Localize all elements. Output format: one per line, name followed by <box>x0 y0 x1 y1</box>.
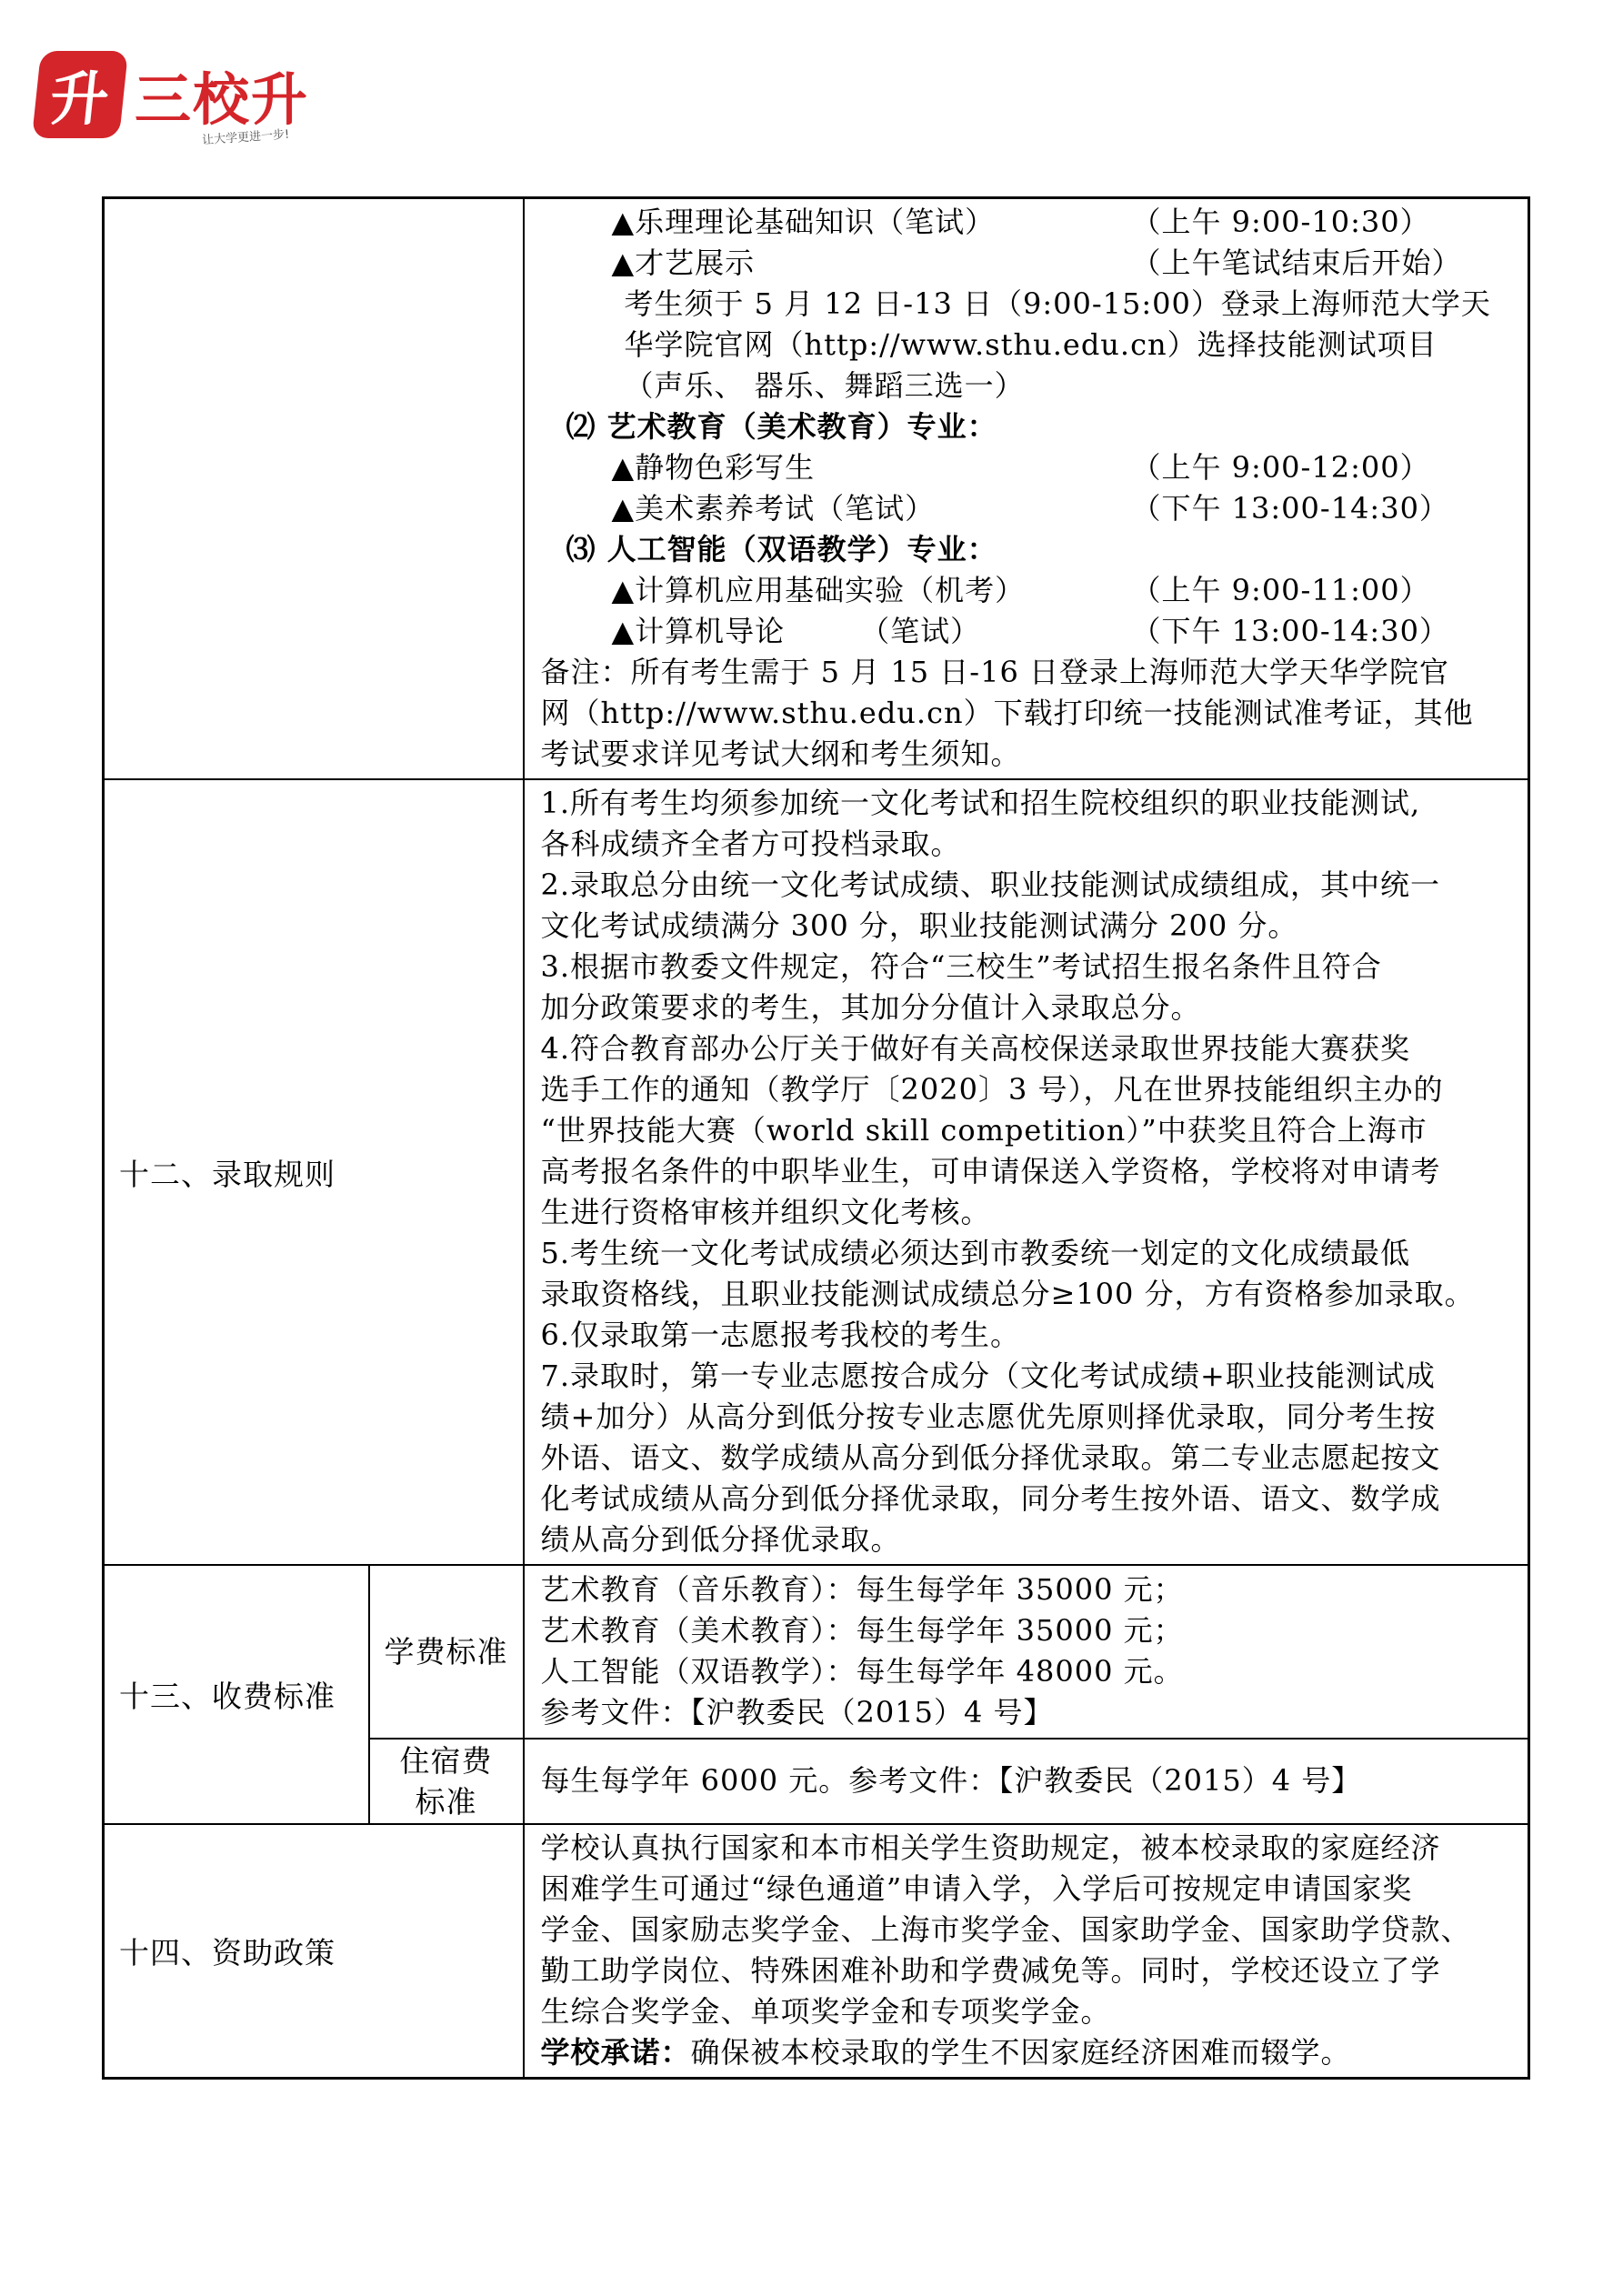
rule-line: 7.录取时，第一专业志愿按合成分（文化考试成绩+职业技能测试成 <box>540 1359 1436 1393</box>
admission-rules-content <box>524 779 1529 1565</box>
note-line: 华学院官网（http://www.sthu.edu.cn）选择技能测试项目 <box>624 327 1438 362</box>
tuition-line: 艺术教育（美术教育）：每生每学年 35000 元； <box>540 1613 1184 1648</box>
exam-item: ▲美术素养考试（笔试） （下午 13:00-14:30） <box>611 491 1449 526</box>
promise-text: 确保被本校录取的学生不因家庭经济困难而辍学。 <box>690 2035 1351 2070</box>
row-fees-tuition <box>104 1565 1529 1739</box>
aid-line: 勤工助学岗位、特殊困难补助和学费减免等。同时，学校还设立了学 <box>540 1953 1441 1988</box>
row-header-empty <box>104 198 524 780</box>
aid-line: 学校认真执行国家和本市相关学生资助规定，被本校录取的家庭经济 <box>540 1830 1441 1865</box>
exam-item: ▲静物色彩写生 （上午 9:00-12:00） <box>611 450 1430 485</box>
rule-line: 高考报名条件的中职毕业生，可申请保送入学资格，学校将对申请考 <box>540 1154 1441 1188</box>
exam-item: ▲计算机应用基础实验（机考） （上午 9:00-11:00） <box>611 573 1430 607</box>
row-admission-rules <box>104 779 1529 1565</box>
remark-line: 备注：所有考生需于 5 月 15 日-16 日登录上海师范大学天华学院官 <box>540 655 1449 689</box>
aid-line: 生综合奖学金、单项奖学金和专项奖学金。 <box>540 1994 1111 2029</box>
ai-heading: ⑶ 人工智能（双语教学）专业： <box>566 532 997 566</box>
lodging-content <box>524 1739 1529 1824</box>
rule-line: 2.录取总分由统一文化考试成绩、职业技能测试成绩组成，其中统一 <box>540 867 1441 902</box>
exam-item: ▲才艺展示 （上午笔试结束后开始） <box>611 246 1462 280</box>
fine-art-heading: ⑵ 艺术教育（美术教育）专业： <box>566 409 997 444</box>
logo-mark-icon: 升 <box>32 51 128 138</box>
rule-line: 5.考生统一文化考试成绩必须达到市教委统一划定的文化成绩最低 <box>540 1236 1411 1270</box>
section-title-aid: 十四、资助政策 <box>104 1824 524 2079</box>
rule-line: “世界技能大赛（world skill competition）”中获奖且符合上海市 <box>540 1113 1428 1148</box>
rule-line: 生进行资格审核并组织文化考核。 <box>540 1195 991 1229</box>
rule-line: 加分政策要求的考生，其加分分值计入录取总分。 <box>540 990 1201 1025</box>
rule-line: 3.根据市教委文件规定，符合“三校生”考试招生报名条件且符合 <box>540 949 1382 984</box>
logo <box>36 47 336 156</box>
lodging-label-line: 住宿费 <box>399 1743 493 1779</box>
aid-line: 困难学生可通过“绿色通道”申请入学，入学后可按规定申请国家奖 <box>540 1871 1413 1906</box>
aid-content <box>524 1824 1529 2079</box>
skill-test-content <box>524 198 1529 780</box>
section-title-admission: 十二、录取规则 <box>104 779 524 1565</box>
tuition-line: 艺术教育（音乐教育）：每生每学年 35000 元； <box>540 1572 1184 1607</box>
rule-line: 4.符合教育部办公厅关于做好有关高校保送录取世界技能大赛获奖 <box>540 1031 1411 1066</box>
note-line: （声乐、 器乐、舞蹈三选一） <box>624 368 1025 403</box>
logo-text: 三校升 <box>135 66 310 133</box>
lodging-label <box>369 1739 524 1824</box>
lodging-label-line: 标准 <box>415 1784 477 1820</box>
rule-line: 选手工作的通知（教学厅〔2020〕3 号），凡在世界技能组织主办的 <box>540 1072 1444 1107</box>
aid-promise <box>541 2032 1516 2073</box>
tuition-line: 参考文件：【沪教委民（2015）4 号】 <box>540 1695 1054 1730</box>
tuition-line: 人工智能（双语教学）：每生每学年 48000 元。 <box>540 1654 1184 1689</box>
lodging-text: 每生每学年 6000 元。参考文件：【沪教委民（2015）4 号】 <box>540 1763 1362 1798</box>
rule-line: 化考试成绩从高分到低分择优录取，同分考生按外语、语文、数学成 <box>540 1481 1441 1516</box>
exam-item: ▲乐理理论基础知识（笔试） （上午 9:00-10:30） <box>611 205 1430 239</box>
rule-line: 录取资格线，且职业技能测试成绩总分≥100 分，方有资格参加录取。 <box>540 1277 1475 1311</box>
rule-line: 绩从高分到低分择优录取。 <box>540 1522 901 1557</box>
rule-line: 外语、语文、数学成绩从高分到低分择优录取。第二专业志愿起按文 <box>540 1440 1441 1475</box>
row-skill-test-continued <box>104 198 1529 780</box>
rule-line: 各科成绩齐全者方可投档录取。 <box>540 827 961 861</box>
promise-label: 学校承诺： <box>540 2035 691 2070</box>
rule-line: 1.所有考生均须参加统一文化考试和招生院校组织的职业技能测试, <box>540 786 1421 820</box>
tuition-content <box>524 1565 1529 1739</box>
exam-item: ▲计算机导论 （笔试） （下午 13:00-14:30） <box>611 614 1449 648</box>
row-financial-aid <box>104 1824 1529 2079</box>
remark-line: 网（http://www.sthu.edu.cn）下载打印统一技能测试准考证，其他 <box>540 696 1474 730</box>
remark-line: 考试要求详见考试大纲和考生须知。 <box>540 737 1021 771</box>
logo-slogan: 让大学更进一步! <box>201 127 290 148</box>
tuition-label: 学费标准 <box>369 1565 524 1739</box>
rule-line: 6.仅录取第一志愿报考我校的考生。 <box>540 1318 1021 1352</box>
rule-line: 文化考试成绩满分 300 分，职业技能测试满分 200 分。 <box>540 908 1298 943</box>
section-title-fees: 十三、收费标准 <box>104 1565 369 1824</box>
aid-line: 学金、国家励志奖学金、上海市奖学金、国家助学金、国家助学贷款、 <box>540 1912 1471 1947</box>
rule-line: 绩+加分）从高分到低分按专业志愿优先原则择优录取，同分考生按 <box>540 1399 1437 1434</box>
admission-info-table <box>102 196 1530 2080</box>
note-line: 考生须于 5 月 12 日-13 日（9:00-15:00）登录上海师范大学天 <box>624 286 1491 321</box>
